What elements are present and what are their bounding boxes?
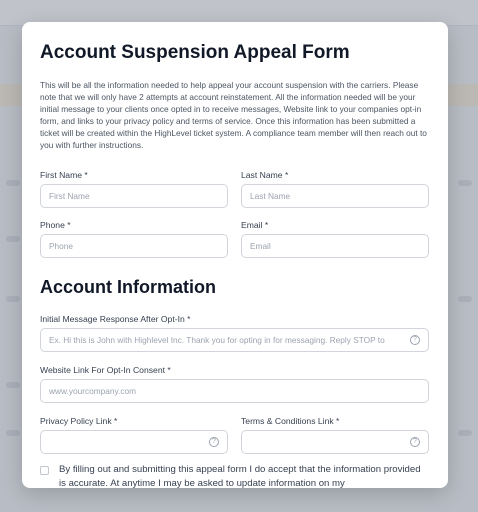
initial-message-input[interactable] — [40, 328, 429, 352]
question-circle-icon[interactable]: ? — [410, 335, 420, 345]
last-name-input[interactable] — [241, 184, 429, 208]
first-name-input[interactable] — [40, 184, 228, 208]
consent-checkbox[interactable] — [40, 466, 49, 475]
email-input[interactable] — [241, 234, 429, 258]
initial-message-placeholder: Ex. Hi this is John with Highlevel Inc. Thank you for opting in for messaging. Reply STOP to — [49, 335, 385, 345]
question-circle-icon[interactable]: ? — [209, 437, 219, 447]
last-name-placeholder: Last Name — [250, 191, 291, 201]
website-link-input[interactable] — [40, 379, 429, 403]
email-placeholder: Email — [250, 241, 271, 251]
email-label: Email * — [241, 220, 269, 230]
question-circle-icon[interactable]: ? — [410, 437, 420, 447]
phone-label: Phone * — [40, 220, 71, 230]
privacy-link-input[interactable] — [40, 430, 228, 454]
last-name-label: Last Name * — [241, 170, 289, 180]
first-name-label: First Name * — [40, 170, 88, 180]
appeal-form-modal — [22, 22, 448, 488]
phone-placeholder: Phone — [49, 241, 73, 251]
consent-text: By filling out and submitting this appeal form I do accept that the information provided is accurate. At anytime I may be asked to update information on my — [59, 464, 421, 488]
initial-message-label: Initial Message Response After Opt-In * — [40, 314, 191, 324]
form-intro: This will be all the information needed to help appeal your account suspension with the carriers. Please note that we will only have 2 attempts at account reinstatement. All the information needed will be your initial message to your clients once opted in to receive messages, Website link to your companies opt-in form, and links to your privacy policy and terms of service. Once this information has been submitted a ticket will be created within the HighLevel ticket system. A compliance team member will then reach out to you with further instructions. — [40, 80, 427, 150]
phone-input[interactable] — [40, 234, 228, 258]
terms-link-label: Terms & Conditions Link * — [241, 416, 340, 426]
form-title: Account Suspension Appeal Form — [40, 42, 350, 63]
privacy-link-label: Privacy Policy Link * — [40, 416, 118, 426]
first-name-placeholder: First Name — [49, 191, 90, 201]
website-link-label: Website Link For Opt-In Consent * — [40, 365, 171, 375]
account-info-title: Account Information — [40, 277, 216, 297]
terms-link-input[interactable] — [241, 430, 429, 454]
website-link-placeholder: www.yourcompany.com — [49, 386, 136, 396]
